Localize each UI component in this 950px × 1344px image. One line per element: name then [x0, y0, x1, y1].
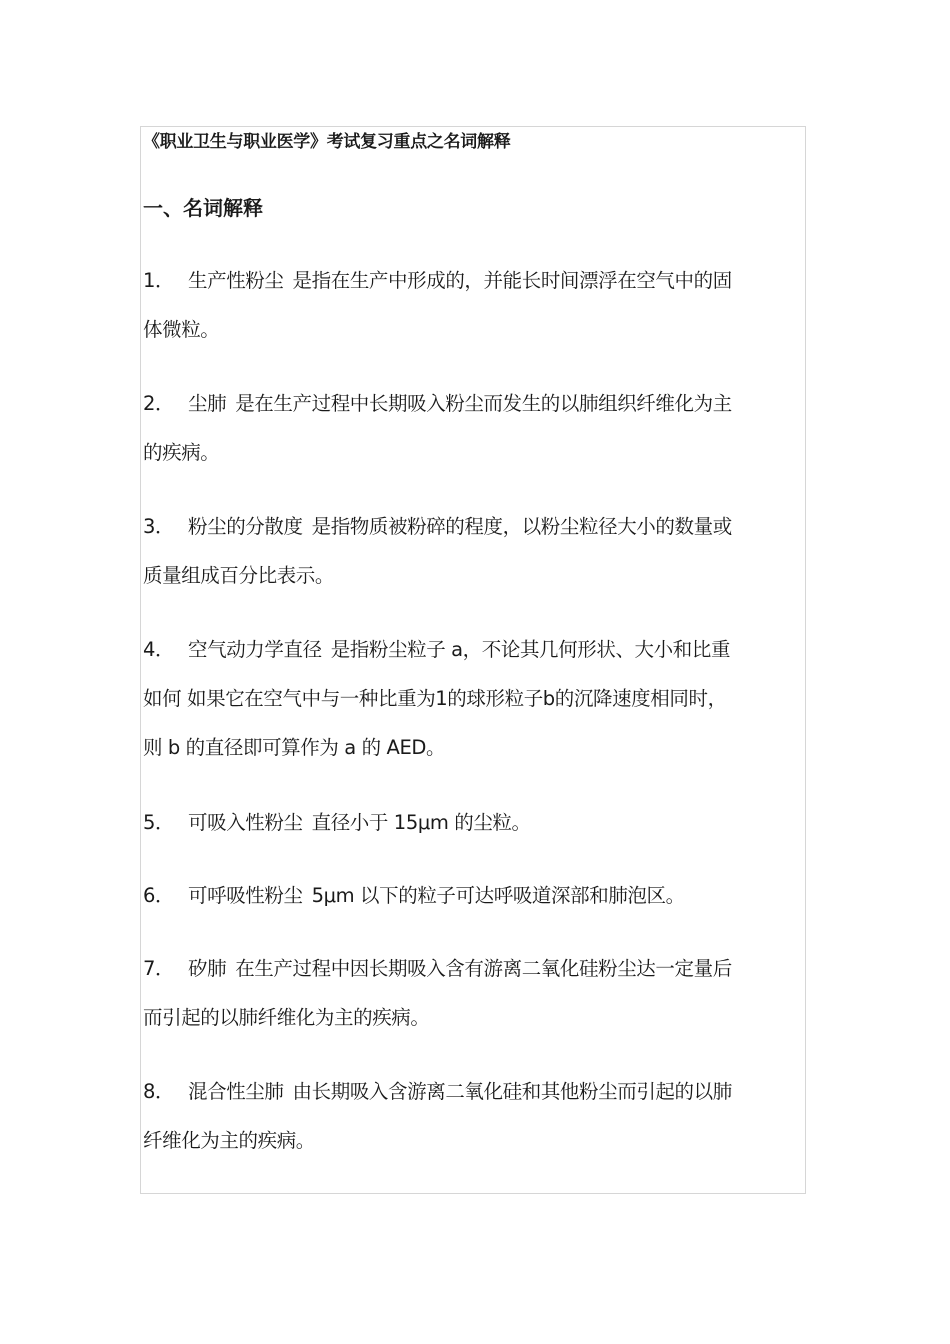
term-definition: 由长期吸入含游离二氧化硅和其他粉尘而引起的以肺: [292, 1080, 732, 1103]
term-name: 混合性尘肺: [188, 1080, 284, 1103]
item-number: 1．: [143, 269, 175, 292]
term-item: [143, 944, 807, 1042]
item-number: 5．: [143, 811, 175, 834]
term-line: [143, 1067, 807, 1116]
term-definition-continued: 则 b 的直径即可算作为 a 的 AED。: [143, 736, 446, 759]
term-name: 空气动力学直径: [188, 638, 322, 661]
term-definition: 是指粉尘粒子 a，不论其几何形状、大小和比重: [330, 638, 731, 661]
term-name: 尘肺: [188, 392, 227, 415]
term-name: 粉尘的分散度: [188, 515, 303, 538]
term-item: [143, 256, 807, 354]
term-item: [143, 1067, 807, 1165]
term-item: [143, 625, 807, 772]
term-line: [143, 625, 807, 674]
term-definition-continued: 质量组成百分比表示。: [143, 564, 335, 587]
term-line: [143, 798, 807, 847]
item-number: 8．: [143, 1080, 175, 1103]
term-item: [143, 871, 807, 920]
term-name: 可吸入性粉尘: [188, 811, 303, 834]
term-item: [143, 798, 807, 847]
term-line: [143, 944, 807, 993]
term-line: [143, 256, 807, 305]
item-number: 2．: [143, 392, 175, 415]
term-definition: 是指物质被粉碎的程度，以粉尘粒径大小的数量或: [311, 515, 732, 538]
term-definition: 直径小于 15μm 的尘粒。: [311, 811, 531, 834]
term-definition-continued: 的疾病。: [143, 441, 220, 464]
term-definition: 是在生产过程中长期吸入粉尘而发生的以肺组织纤维化为主: [235, 392, 732, 415]
item-number: 7．: [143, 957, 175, 980]
section-heading: 一、名词解释: [143, 196, 263, 220]
item-number: 3．: [143, 515, 175, 538]
term-definition-continued: 如何 如果它在空气中与一种比重为1的球形粒子b的沉降速度相同时，: [143, 687, 727, 710]
term-item: [143, 379, 807, 477]
item-number: 4．: [143, 638, 175, 661]
term-definition: 5μm 以下的粒子可达呼吸道深部和肺泡区。: [311, 884, 685, 907]
document-title: 《职业卫生与职业医学》考试复习重点之名词解释: [143, 132, 511, 152]
term-line: [143, 379, 807, 428]
term-definition-continued: 而引起的以肺纤维化为主的疾病。: [143, 1006, 430, 1029]
term-item: [143, 502, 807, 600]
term-definition-continued: 体微粒。: [143, 318, 220, 341]
term-name: 可呼吸性粉尘: [188, 884, 303, 907]
term-name: 生产性粉尘: [188, 269, 284, 292]
term-definition: 在生产过程中因长期吸入含有游离二氧化硅粉尘达一定量后: [235, 957, 732, 980]
term-line: [143, 502, 807, 551]
item-number: 6．: [143, 884, 175, 907]
term-line: [143, 871, 807, 920]
term-definition: 是指在生产中形成的，并能长时间漂浮在空气中的固: [292, 269, 732, 292]
term-definition-continued: 纤维化为主的疾病。: [143, 1129, 315, 1152]
term-name: 矽肺: [188, 957, 227, 980]
